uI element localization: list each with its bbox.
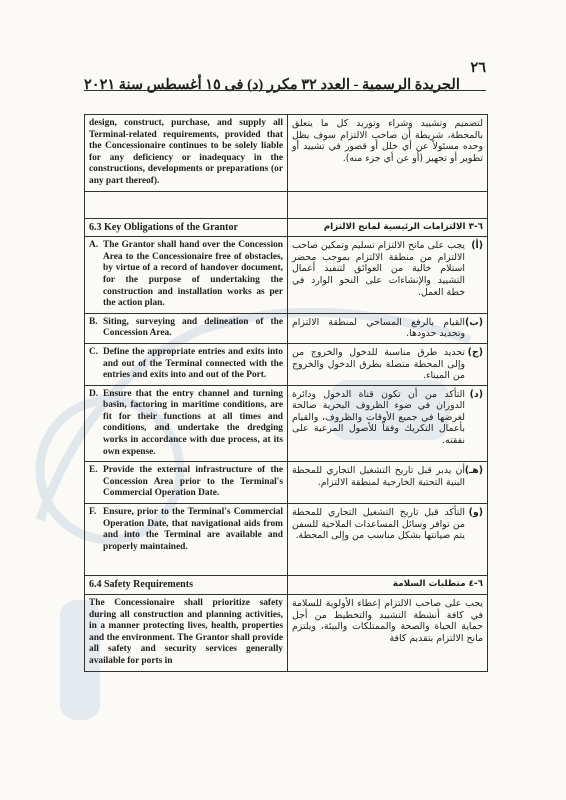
table-row-section-heading [85, 576, 488, 595]
table-row [85, 313, 488, 343]
item-text-en: The Grantor shall hand over the Concession Area to the Concessionaire free of obstacles, by virtue of a record of handover document, for the purpose of undertaking the construction and installation works as per the action plan. [103, 240, 283, 309]
item-label: D. [89, 388, 99, 399]
item-label: C. [89, 346, 99, 357]
item-label: B. [89, 316, 98, 327]
item-text-en: Ensure, prior to the Terminal's Commercial Operation Date, that navigational aids from and into the Terminal are available and properly maintained. [103, 507, 283, 552]
section-heading-ar: ٦-٤ متطلبات السلامة [288, 576, 488, 595]
item-label: (د) [469, 388, 483, 400]
item-text-en: Provide the external infrastructure of the Concession Area prior to the Terminal's Commercial Operation Date. [103, 465, 283, 499]
item-label: F. [89, 507, 97, 518]
safety-ar: يجب على صاحب الالتزام إعطاء الأولوية للسلامة في كافة أنشطة التشييد والتخطيط من أجل حماية الحياة والصحة والممتلكات والبيئة، ويلتزم مانح الالتزام بتقديم كافة [288, 595, 488, 672]
page-header [84, 60, 486, 94]
bilingual-table [84, 114, 488, 672]
item-text-ar: أن يدبر قبل تاريخ التشغيل التجاري للمحطة البنية التحتية الخارجية لمنطقة الالتزام. [292, 465, 465, 488]
page-number: ٢٦ [470, 60, 486, 76]
intro-en: design, construct, purchase, and supply all Terminal-related requirements, provided that the Concessionaire continues to be solely liable for any deficiency or inadequacy in the constructions, developments or preparations (or any part thereof). [85, 115, 288, 192]
table-row-spacer [85, 191, 488, 218]
section-heading-en: 6.4 Safety Requirements [85, 576, 288, 595]
item-label: (ب) [465, 316, 483, 328]
table-row [85, 115, 488, 192]
table-row [85, 237, 488, 314]
gazette-title: الجريدة الرسمية - العدد ٣٢ مكرر (د) فى ١٥ أغسطس سنة ٢٠٢١ [84, 77, 460, 93]
item-text-en: Define the appropriate entries and exits into and out of the Terminal connected with the entries and exits into and out of the Port. [103, 346, 283, 381]
table-row [85, 462, 488, 504]
intro-ar: لتصميم وتشييد وشراء وتوريد كل ما يتعلق بالمحطة، شريطة أن صاحب الالتزام سوف يظل وحده مسئولاً عن أي خلل أو قصور في تشييد أو تطوير أو تجهيز (أو عن أي جزء منه). [288, 115, 488, 192]
item-text-ar: تحديد طرق مناسبة للدخول والخروج من وإلى المحطة متصلة بطرق الدخول والخروج من الميناء. [292, 346, 465, 382]
table-row [85, 595, 488, 672]
table-row [85, 385, 488, 462]
item-label: (هـ) [464, 465, 483, 477]
item-text-ar: التأكد قبل تاريخ التشغيل التجاري للمحطة من توافر وسائل المساعدات الملاحية للسفن يتم صيانتها بشكل مناسب من وإلى المحطة. [292, 507, 465, 542]
table-row [85, 504, 488, 576]
item-label: E. [89, 465, 98, 476]
item-label: (و) [468, 507, 483, 519]
safety-en: The Concessionaire shall prioritize safety during all construction and planning activities, in a manner protecting lives, health, properties and the environment. The Grantor shall provide all safety and security services generally available for ports in [85, 595, 288, 672]
header-rule [84, 90, 486, 91]
item-label: (أ) [471, 240, 483, 252]
item-label: (ج) [467, 346, 483, 358]
table-row [85, 343, 488, 385]
item-text-en: Ensure that the entry channel and turning basin, factoring in maritime conditions, are fit for their functions at all times and conditions, and undertake the dredging works in accordance with due process, at its own expense. [103, 388, 283, 457]
table-row-section-heading [85, 218, 488, 237]
item-text-ar: التأكد من أن تكون قناة الدخول ودائرة الدوران في ضوء الظروف البحرية صالحة لغرضها في جميع الأوقات والظروف، والقيام بأعمال التكريك وفقاً للأصول المرعية على نفقته. [292, 388, 465, 447]
item-label: A. [89, 240, 99, 251]
section-heading-ar: ٦-٣ الالتزامات الرئيسية لمانح الالتزام [288, 218, 488, 237]
item-text-ar: القيام بالرفع المساحي لمنطقة الالتزام وتحديد حدودها. [292, 316, 465, 340]
item-text-ar: يجب على مانح الالتزام تسليم وتمكين صاحب الالتزام من منطقة الالتزام بموجب محضر استلام خالية من العوائق لتنفيذ أعمال التشييد والإنشاءات على النحو الوارد في خطة العمل. [292, 240, 465, 298]
section-heading-en: 6.3 Key Obligations of the Grantor [85, 218, 288, 237]
item-text-en: Siting, surveying and delineation of the Concession Area. [103, 316, 283, 339]
